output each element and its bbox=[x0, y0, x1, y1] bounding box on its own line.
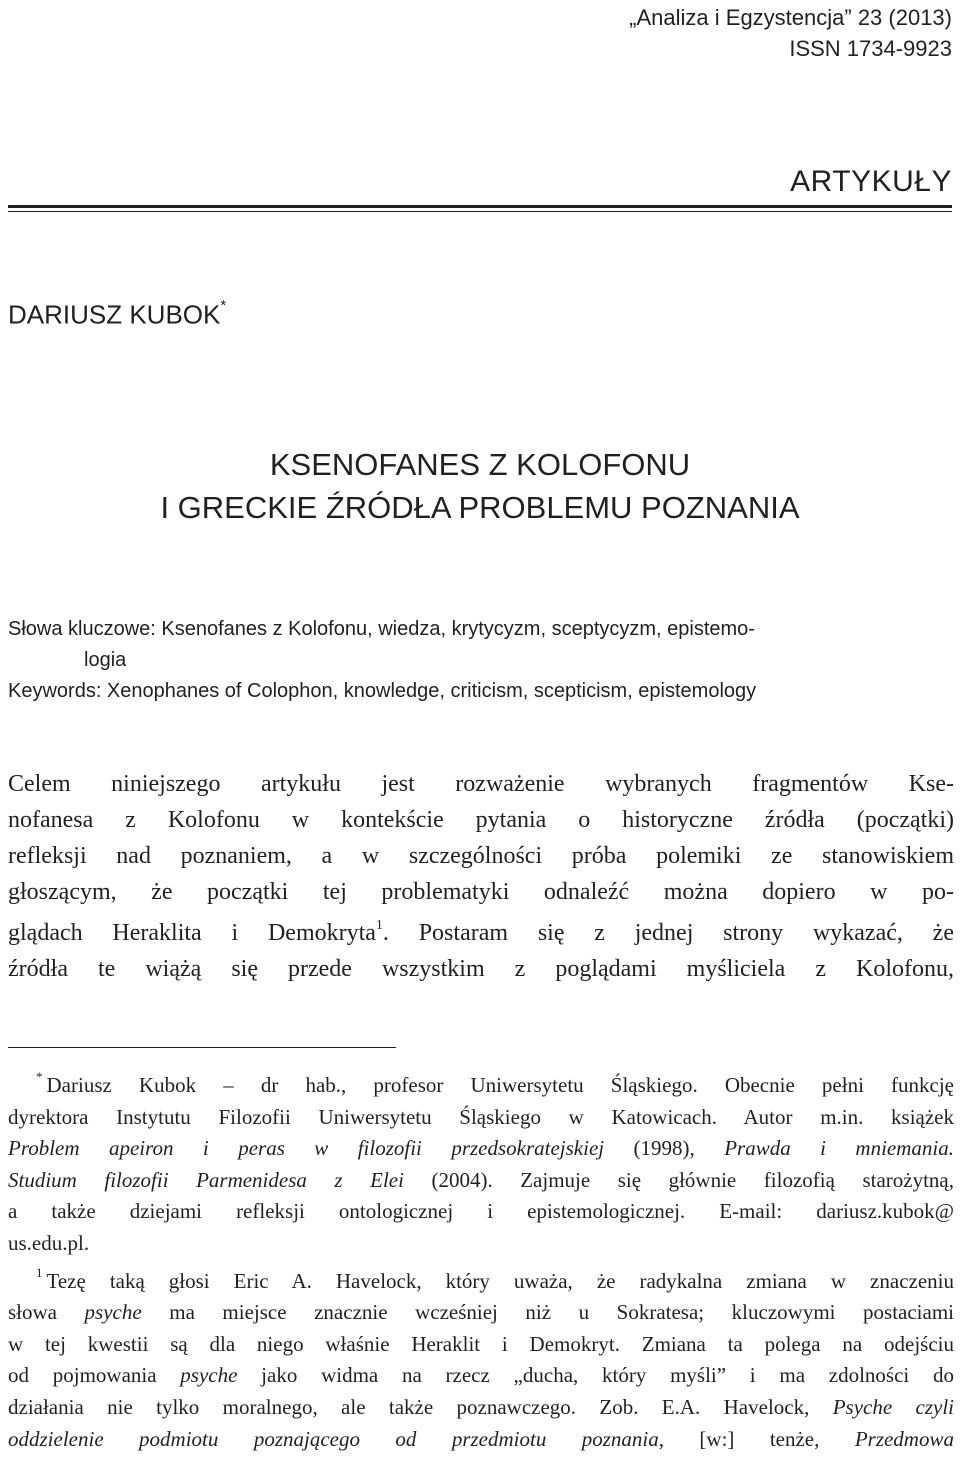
footnote-text: (2004). Zajmuje się głównie filozofią starożytną, bbox=[403, 1167, 954, 1192]
abstract bbox=[8, 766, 954, 987]
abstract-line: głoszącym, że początki tej problematyki odnaleźć można dopiero w po- bbox=[8, 879, 954, 905]
footnote-1-line bbox=[8, 1424, 954, 1456]
footnote-1-line bbox=[8, 1360, 954, 1392]
footnote-1-line bbox=[8, 1392, 954, 1424]
abstract-text: glądach Heraklita i Demokryta bbox=[8, 920, 376, 946]
footnote-ref-1[interactable]: 1 bbox=[375, 918, 383, 933]
footnote-text: , [w:] tenże, bbox=[658, 1426, 855, 1451]
abstract-line: źródła te wiążą się przede wszystkim z poglądami myśliciela z Kolofonu, bbox=[8, 956, 954, 982]
footnote-1-line: w tej kwestii są dla niego właśnie Heraklit i Demokryt. Zmiana ta polega na odejściu bbox=[8, 1331, 954, 1356]
footnote-email-end[interactable]: us.edu.pl. bbox=[8, 1230, 90, 1255]
journal-name: „Analiza i Egzystencja” 23 (2013) bbox=[629, 5, 952, 30]
keywords-pl-line-2: logia bbox=[84, 649, 127, 671]
footnote-1-line bbox=[8, 1297, 954, 1329]
footnote-author-line bbox=[8, 1165, 954, 1197]
journal-issn: ISSN 1734-9923 bbox=[789, 36, 952, 61]
abstract-line: nofanesa z Kolofonu w kontekście pytania o historyczne źródła (początki) bbox=[8, 807, 954, 833]
footnote-text: Dariusz Kubok – dr hab., profesor Uniwersytetu Śląskiego. Obecnie pełni funkcję bbox=[46, 1073, 954, 1097]
keywords-en: Keywords: Xenophanes of Colophon, knowledge, criticism, scepticism, epistemology bbox=[8, 680, 757, 702]
abstract-line: Celem niniejszego artykułu jest rozważenie wybranych fragmentów Kse- bbox=[8, 771, 954, 797]
emphasis-term: psyche bbox=[84, 1300, 142, 1325]
book-title: oddzielenie podmiotu poznającego od przedmiotu poznania bbox=[8, 1426, 659, 1451]
journal-header bbox=[629, 2, 952, 64]
footnote-text: słowa bbox=[8, 1300, 85, 1325]
author-footnote-mark: * bbox=[220, 297, 227, 314]
section-rule-thin bbox=[8, 211, 952, 212]
article-title bbox=[0, 443, 960, 529]
emphasis-term: psyche bbox=[180, 1363, 238, 1388]
footnote-separator bbox=[8, 1047, 396, 1048]
book-title: Studium filozofii Parmenidesa z Elei bbox=[8, 1167, 404, 1192]
book-title: Psyche czyli bbox=[832, 1394, 954, 1419]
footnote-author-line: dyrektora Instytutu Filozofii Uniwersytetu Śląskiego w Katowicach. Autor m.in. książek bbox=[8, 1104, 954, 1129]
title-line-2: I GRECKIE ŹRÓDŁA PROBLEMU POZNANIA bbox=[160, 490, 800, 525]
footnote-author-line bbox=[8, 1133, 954, 1165]
footnote-author-line: a także dziejami refleksji ontologicznej i epistemologicznej. E-mail: dariusz.kubok@ bbox=[8, 1199, 954, 1224]
author-name: DARIUSZ KUBOK bbox=[8, 299, 221, 330]
book-title: Przedmowa bbox=[854, 1426, 954, 1451]
footnote-mark-star: * bbox=[36, 1069, 43, 1084]
section-rule-thick bbox=[8, 205, 952, 208]
section-header bbox=[8, 162, 952, 212]
footnote-text: od pojmowania bbox=[8, 1363, 181, 1388]
section-label: ARTYKUŁY bbox=[790, 165, 952, 198]
footnote-mark-1: 1 bbox=[36, 1264, 43, 1280]
abstract-line: refleksji nad poznaniem, a w szczególności próba polemiki ze stanowiskiem bbox=[8, 843, 954, 869]
footnote-text: (1998), bbox=[604, 1136, 725, 1161]
footnote-author-line bbox=[8, 1064, 954, 1102]
footnote-text: jako widma na rzecz „ducha, który myśli” i ma zdolności do bbox=[237, 1363, 954, 1388]
title-line-1: KSENOFANES Z KOLOFONU bbox=[269, 447, 691, 482]
footnote-text: ma miejsce znacznie wcześniej niż u Sokratesa; kluczowymi postaciami bbox=[141, 1300, 955, 1325]
abstract-line bbox=[8, 910, 954, 951]
footnotes bbox=[8, 1064, 954, 1455]
author bbox=[8, 290, 226, 335]
keywords-pl-line-1: Słowa kluczowe: Ksenofanes z Kolofonu, wiedza, krytycyzm, sceptycyzm, epistemo- bbox=[8, 618, 755, 640]
book-title: Prawda i mniemania. bbox=[724, 1136, 954, 1161]
abstract-text: . Postaram się z jednej strony wykazać, że bbox=[382, 920, 954, 946]
footnote-1-line bbox=[8, 1260, 954, 1298]
footnote-text: Tezę taką głosi Eric A. Havelock, który uważa, że radykalna zmiana w znaczeniu bbox=[46, 1268, 954, 1293]
footnote-text: działania nie tylko moralnego, ale także poznawczego. Zob. E.A. Havelock, bbox=[8, 1394, 833, 1419]
book-title: Problem apeiron i peras w filozofii przedsokratejskiej bbox=[8, 1136, 605, 1161]
keywords bbox=[8, 614, 952, 707]
